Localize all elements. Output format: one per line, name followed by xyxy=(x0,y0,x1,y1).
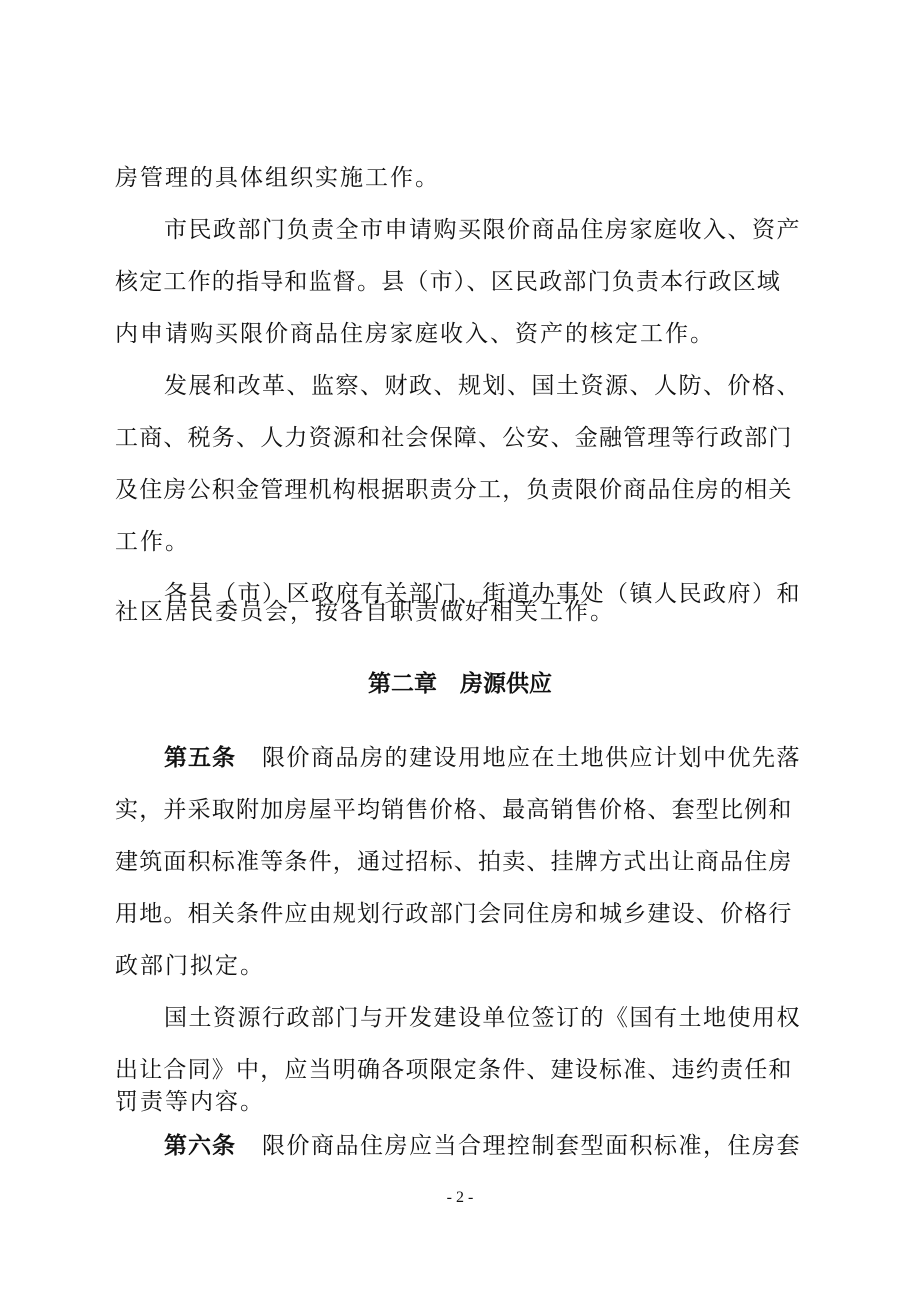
line-text: 房管理的具体组织实施工作。 xyxy=(115,165,440,191)
text-line xyxy=(0,992,920,1044)
text-line xyxy=(0,464,920,516)
line-text: 工作。 xyxy=(115,529,190,555)
line-text: 发展和改革、监察、财政、规划、国土资源、人防、价格、 xyxy=(164,373,801,399)
line-text: 出让合同》中，应当明确各项限定条件、建设标准、违约责任和 xyxy=(115,1057,793,1083)
page-number: - 2 - xyxy=(446,1189,474,1206)
text-line xyxy=(0,360,920,412)
line-text: 社区居民委员会，按各自职责做好相关工作。 xyxy=(115,599,615,625)
text-line xyxy=(0,580,920,632)
line-text: 工商、税务、人力资源和社会保障、公安、金融管理等行政部门 xyxy=(115,425,793,451)
text-line xyxy=(0,412,920,464)
article-5-first-line xyxy=(0,732,920,784)
text-line xyxy=(0,784,920,836)
line-text: 实，并采取附加房屋平均销售价格、最高销售价格、套型比例和 xyxy=(115,797,793,823)
line-text: 核定工作的指导和监督。县（市）、区民政部门负责本行政区域 xyxy=(115,269,782,295)
article-5-text: 限价商品房的建设用地应在土地供应计划中优先落 xyxy=(262,745,801,771)
line-text: 罚责等内容。 xyxy=(115,1089,265,1115)
chapter-heading: 第二章 房源供应 xyxy=(368,671,552,697)
text-line xyxy=(0,940,920,992)
line-text: 建筑面积标准等条件，通过招标、拍卖、挂牌方式出让商品住房 xyxy=(115,849,793,875)
line-text: 市民政部门负责全市申请购买限价商品住房家庭收入、资产 xyxy=(164,217,801,243)
text-line xyxy=(0,836,920,888)
article-6-text: 限价商品住房应当合理控制套型面积标准，住房套 xyxy=(262,1133,801,1159)
text-line xyxy=(0,152,920,204)
text-line xyxy=(0,1070,920,1122)
line-text: 内申请购买限价商品住房家庭收入、资产的核定工作。 xyxy=(115,321,715,347)
line-text: 及住房公积金管理机构根据职责分工，负责限价商品住房的相关 xyxy=(115,477,793,503)
line-text: 各县（市）区政府有关部门、街道办事处（镇人民政府）和 xyxy=(164,581,801,607)
line-text: 政部门拟定。 xyxy=(115,953,265,979)
text-line xyxy=(0,516,920,568)
text-line xyxy=(0,888,920,940)
article-6-label: 第六条 xyxy=(164,1133,236,1159)
text-line xyxy=(0,204,920,256)
line-text: 用地。相关条件应由规划行政部门会同住房和城乡建设、价格行 xyxy=(115,901,793,927)
line-text: 国土资源行政部门与开发建设单位签订的《国有土地使用权 xyxy=(164,1005,801,1031)
article-5-label: 第五条 xyxy=(164,745,236,771)
text-line xyxy=(0,308,920,360)
text-line xyxy=(0,256,920,308)
